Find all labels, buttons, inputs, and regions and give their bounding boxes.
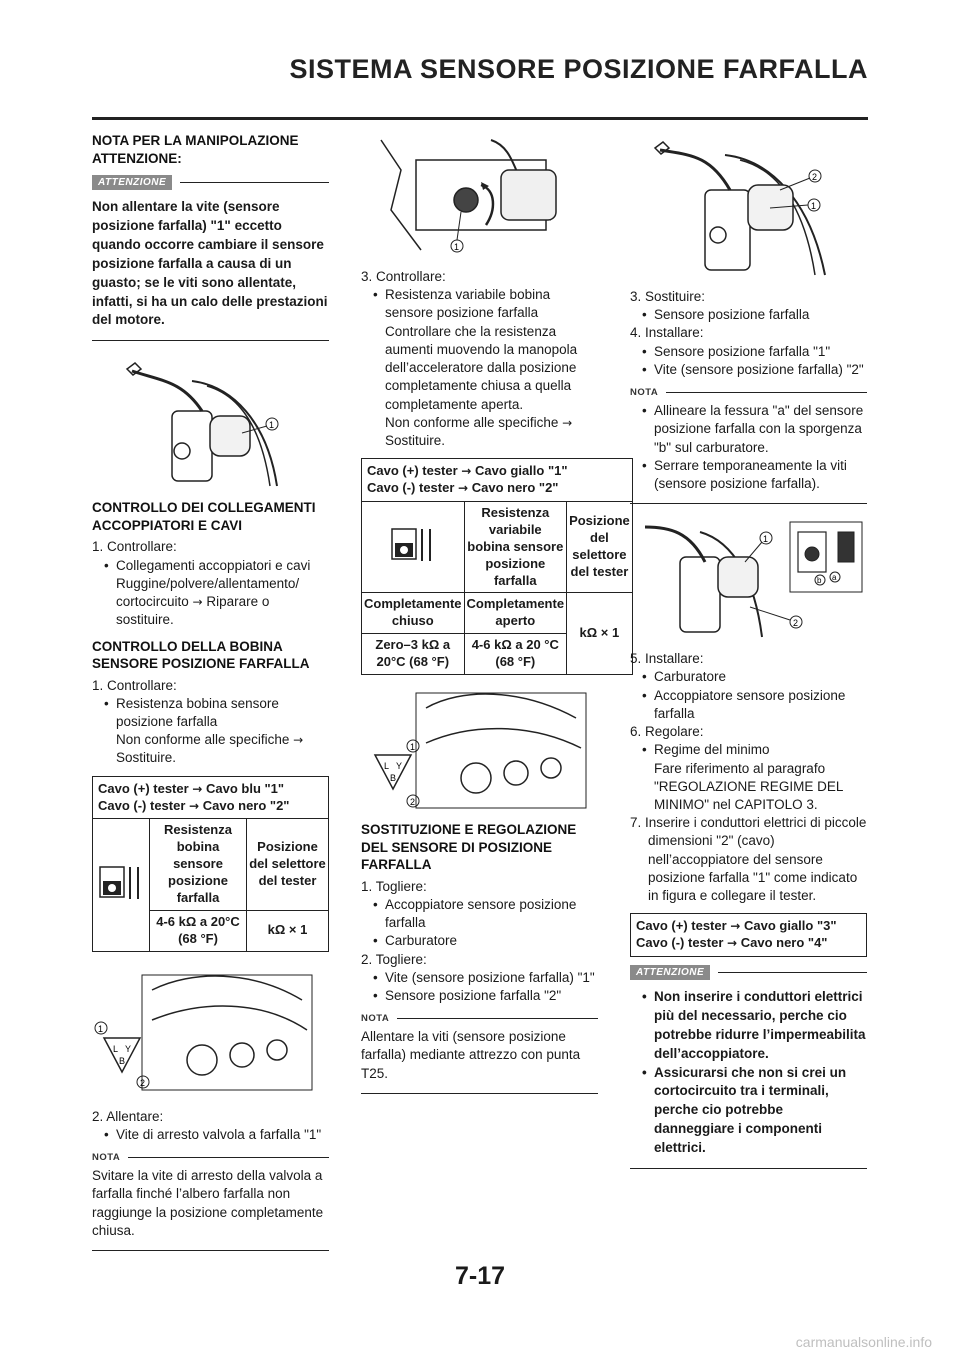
warning-block [92,175,329,341]
svg-text:2: 2 [410,796,416,807]
column-3: 2 1 3. Sostituire: • Sensore posizione farfalla 4. Installare: • Sensore posizione farfalla "1" • Vite (sensore posizione farfalla) "2" NOTA • Allineare la fessura "a" del sensore posizione farfalla con la sporgenza "b" sul carburatore. • Serrare temporaneamente la viti (sensore posizione farfalla). 1 b a 2 5. Installare: • Carburatore • Accoppiatore sensore posizione farfalla 6. Regolare: • Regime del minimo Fare riferimento al paragrafo "REGOLAZIONE REGIME DEL MINIMO" nel CAPITOLO 3. 7. Inserire i conduttori elettrici di piccole dimensioni "2" (cavo) nell’accoppiatore del sensore posizione farfalla "1" come indicato in figura e collegare il tester. Cavo (+) tester → Cavo giallo "3" Cavo (-) tester → Cavo nero "4" ATTENZIONE • Non inserire i conduttori elettrici più del necessario, perche cio potrebbe ridurre l’impermeabilita dell’accoppiatore. • Assicurarsi che non si crei un cortocircuito tra i terminali, perche cio potrebbe danneggiare i componenti elettrici. [630,130,867,1179]
title-rule [92,117,868,120]
svg-text:2: 2 [140,1077,146,1088]
note-block: NOTA Svitare la vite di arresto della valvola a farfalla finché l’albero farfalla non raggiunge la posizione completamente chiusa. [92,1152,329,1251]
section-heading-couplers: CONTROLLO DEI COLLEGAMENTI ACCOPPIATORI E CAVI [92,500,316,533]
sensor-alignment-figure [630,512,867,642]
throttle-sensor-figure [92,351,329,491]
section-heading-replacement: SOSTITUZIONE E REGOLAZIONE DEL SENSORE DI POSIZIONE FARFALLA [361,821,577,873]
svg-text:1: 1 [454,242,460,252]
watermark: carmanualsonline.info [795,1334,932,1350]
note-text: Allentare la viti (sensore posizione farfalla) mediante attrezzo con punta T25. [361,1029,581,1081]
note-text: Svitare la vite di arresto della valvola a farfalla finché l’albero farfalla non raggiunge la posizione completamente chiusa. [92,1168,324,1238]
svg-text:1: 1 [410,741,416,752]
svg-text:Y: Y [125,1043,132,1054]
note-block: NOTA Allentare la viti (sensore posizione farfalla) mediante attrezzo con punta T25. [361,1013,598,1094]
spec-table-variable: Cavo (+) tester → Cavo giallo "1" Cavo (-) tester → Cavo nero "2" Resistenza variabile bobina sensore posizione farfalla Posizione del selettore del tester Completamente chiuso Completamente aperto kΩ × 1 Zero–3 kΩ a 20°C (68 °F) 4-6 kΩ a 20 °C (68 °F) [361,458,633,675]
sensor-removal-figure [630,130,867,280]
throttle-screw-figure [361,130,598,260]
arrow-icon: → [293,733,304,748]
note-block: NOTA • Allineare la fessura "a" del sensore posizione farfalla con la sporgenza "b" sul carburatore. • Serrare temporaneamente la viti (sensore posizione farfalla). [630,387,867,504]
column-2: 1 3. Controllare: • Resistenza variabile bobina sensore posizione farfalla Controllare che la resistenza aumenti muovendo la manopola dell’acceleratore dalla posizione completamente chiusa a quella completamente aperta. Non conforme alle specifiche → Sostituire. Cavo (+) tester → Cavo giallo "1" Cavo (-) tester → Cavo nero "2" Resistenza variabile bobina sensore posizione farfalla Posizione del selettore del tester Completamente chiuso Completamente aperto kΩ × 1 Zero–3 kΩ a 20°C (68 °F) 4-6 kΩ a 20 °C (68 °F) 1 L Y B 2 SOSTITUZIONE E REGOLAZIONE DEL SENSORE DI POSIZIONE FARFALLA 1. Togliere: • Accoppiatore sensore posizione farfalla • Carburatore 2. Togliere: • Vite (sensore posizione farfalla) "1" • Sensore posizione farfalla "2" NOTA Allentare la viti (sensore posizione farfalla) mediante attrezzo con punta T25. [361,130,598,1102]
svg-text:1: 1 [763,534,769,545]
page-number: 7-17 [454,1262,506,1290]
section-heading-handling: NOTA PER LA MANIPOLAZIONE ATTENZIONE: [92,133,299,166]
svg-text:L: L [113,1043,119,1054]
warning-label: ATTENZIONE [92,175,172,190]
section-heading-coil: CONTROLLO DELLA BOBINA SENSORE POSIZIONE FARFALLA [92,638,310,672]
page-title: SISTEMA SENSORE POSIZIONE FARFALLA [289,54,868,84]
svg-text:1: 1 [98,1023,104,1034]
svg-text:2: 2 [793,618,799,629]
coupler-figure [92,960,329,1100]
coupler-figure-2 [361,683,598,813]
svg-text:L: L [384,760,390,771]
svg-text:1: 1 [811,201,817,211]
warning-block: ATTENZIONE • Non inserire i conduttori elettrici più del necessario, perche cio potrebbe ridurre l’impermeabilita dell’accoppiatore. • Assicurarsi che non si crei un cortocircuito tra i terminali, perche cio potrebbe danneggiare i componenti elettrici. [630,965,867,1169]
column-1: NOTA PER LA MANIPOLAZIONE ATTENZIONE: ATTENZIONE Non allentare la vite (sensore posizione farfalla) "1" eccetto quando occorre cambiare il sensore posizione farfalla a causa di un guasto; se le viti sono allentate, infatti, si ha un calo delle prestazioni del motore. 1 CONTROLLO DEI COLLEGAMENTI ACCOPPIATORI E CAVI 1. Controllare: • Collegamenti accoppiatori e cavi Ruggine/polvere/allentamento/ cortocircuito → Riparare o sostituire. CONTROLLO DELLA BOBINA SENSORE POSIZIONE FARFALLA 1. Controllare: • Resistenza bobina sensore posizione farfalla Non conforme alle specifiche → Sostituire. Cavo (+) tester → Cavo blu "1" Cavo (-) tester → Cavo nero "2" Resistenza bobina sensore posizione farfalla Posizione del selettore del tester 4-6 kΩ a 20°C (68 °F) kΩ × 1 1 L Y B 2 2. Allentare: • Vite di arresto valvola a farfalla "1" NOTA Svitare la vite di arresto della valvola a farfalla finché l’albero farfalla non raggiunge la posizione completamente chiusa. [92,130,329,1259]
spec-table-coil: Cavo (+) tester → Cavo blu "1" Cavo (-) tester → Cavo nero "2" Resistenza bobina sensore posizione farfalla Posizione del selettore del tester 4-6 kΩ a 20°C (68 °F) kΩ × 1 [92,776,329,952]
svg-text:Y: Y [396,760,403,771]
arrow-icon: → [562,415,573,430]
svg-text:a: a [832,573,837,583]
callout-label: 1 [269,420,275,431]
svg-text:B: B [390,772,397,783]
svg-text:b: b [817,576,822,586]
svg-text:B: B [119,1055,126,1066]
arrow-icon: → [192,595,203,610]
tester-icon [362,501,465,592]
tester-icon [93,819,150,951]
svg-text:2: 2 [812,172,818,182]
spec-table-leads: Cavo (+) tester → Cavo giallo "3" Cavo (-) tester → Cavo nero "4" [630,913,867,957]
warning-text: Non allentare la vite (sensore posizione farfalla) "1" eccetto quando occorre cambiare il sensore posizione farfalla a causa di un guasto; se le viti sono allentate, infatti, si ha un calo delle prestazioni del motore. [92,199,328,328]
